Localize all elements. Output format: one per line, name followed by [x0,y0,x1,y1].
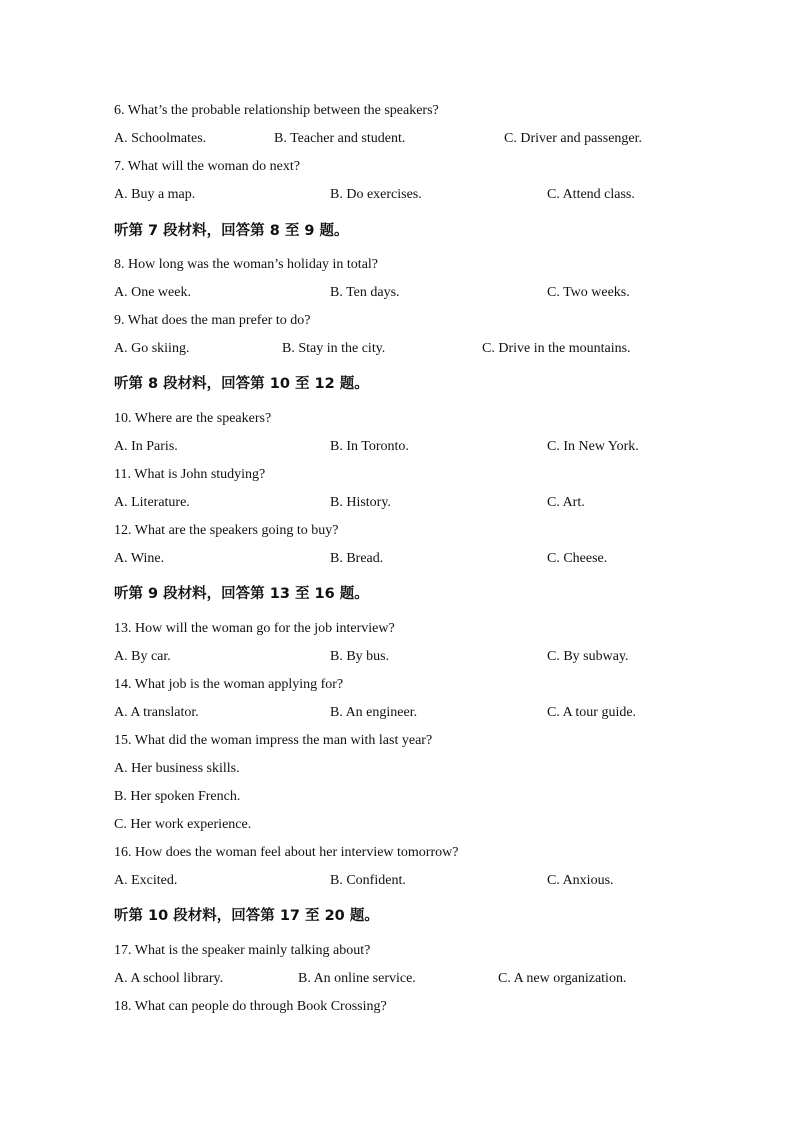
question-12-option-a: A. Wine. [114,551,165,566]
question-17-option-a: A. A school library. [114,971,224,986]
question-17-option-c: C. A new organization. [498,971,627,986]
question-6-stem: 6. What’s the probable relationship between the speakers? [114,103,439,118]
question-7-option-b: B. Do exercises. [330,187,422,202]
question-16-option-a: A. Excited. [114,873,178,888]
question-14-option-a: A. A translator. [114,705,199,720]
question-13-option-b: B. By bus. [330,649,390,664]
question-17-option-b: B. An online service. [298,971,416,986]
question-9-option-c: C. Drive in the mountains. [482,341,631,356]
question-11-stem: 11. What is John studying? [114,467,266,482]
question-11-option-a: A. Literature. [114,495,190,510]
question-17-stem: 17. What is the speaker mainly talking about? [114,943,371,958]
question-8-stem: 8. How long was the woman’s holiday in total? [114,257,379,272]
section-heading-9: 听第 9 段材料，回答第 13 至 16 题。 [114,586,369,602]
question-8-option-a: A. One week. [114,285,191,300]
question-14-stem: 14. What job is the woman applying for? [114,677,344,692]
question-15-option-a: A. Her business skills. [114,761,240,776]
question-6-option-b: B. Teacher and student. [274,131,406,146]
question-10-option-a: A. In Paris. [114,439,178,454]
question-7-stem: 7. What will the woman do next? [114,159,300,174]
question-15-option-b: B. Her spoken French. [114,789,241,804]
question-10-option-b: B. In Toronto. [330,439,409,454]
question-6-option-a: A. Schoolmates. [114,131,207,146]
question-15-stem: 15. What did the woman impress the man with last year? [114,733,433,748]
question-14-option-b: B. An engineer. [330,705,418,720]
question-12-option-b: B. Bread. [330,551,384,566]
question-10-stem: 10. Where are the speakers? [114,411,272,426]
question-12-option-c: C. Cheese. [547,551,608,566]
section-heading-8: 听第 8 段材料，回答第 10 至 12 题。 [114,376,369,392]
question-15-option-c: C. Her work experience. [114,817,252,832]
section-heading-10: 听第 10 段材料，回答第 17 至 20 题。 [114,908,379,924]
question-7-option-a: A. Buy a map. [114,187,196,202]
question-13-stem: 13. How will the woman go for the job interview? [114,621,395,636]
question-11-option-c: C. Art. [547,495,585,510]
question-16-option-b: B. Confident. [330,873,406,888]
question-12-stem: 12. What are the speakers going to buy? [114,523,339,538]
section-heading-7: 听第 7 段材料，回答第 8 至 9 题。 [114,223,349,239]
question-8-option-c: C. Two weeks. [547,285,630,300]
question-16-option-c: C. Anxious. [547,873,614,888]
question-6-option-c: C. Driver and passenger. [504,131,643,146]
question-16-stem: 16. How does the woman feel about her interview tomorrow? [114,845,459,860]
question-9-option-a: A. Go skiing. [114,341,190,356]
question-10-option-c: C. In New York. [547,439,639,454]
question-18-stem: 18. What can people do through Book Crossing? [114,999,387,1014]
question-9-stem: 9. What does the man prefer to do? [114,313,311,328]
question-13-option-c: C. By subway. [547,649,629,664]
question-14-option-c: C. A tour guide. [547,705,637,720]
question-13-option-a: A. By car. [114,649,171,664]
question-11-option-b: B. History. [330,495,391,510]
question-9-option-b: B. Stay in the city. [282,341,386,356]
question-7-option-c: C. Attend class. [547,187,635,202]
question-8-option-b: B. Ten days. [330,285,400,300]
